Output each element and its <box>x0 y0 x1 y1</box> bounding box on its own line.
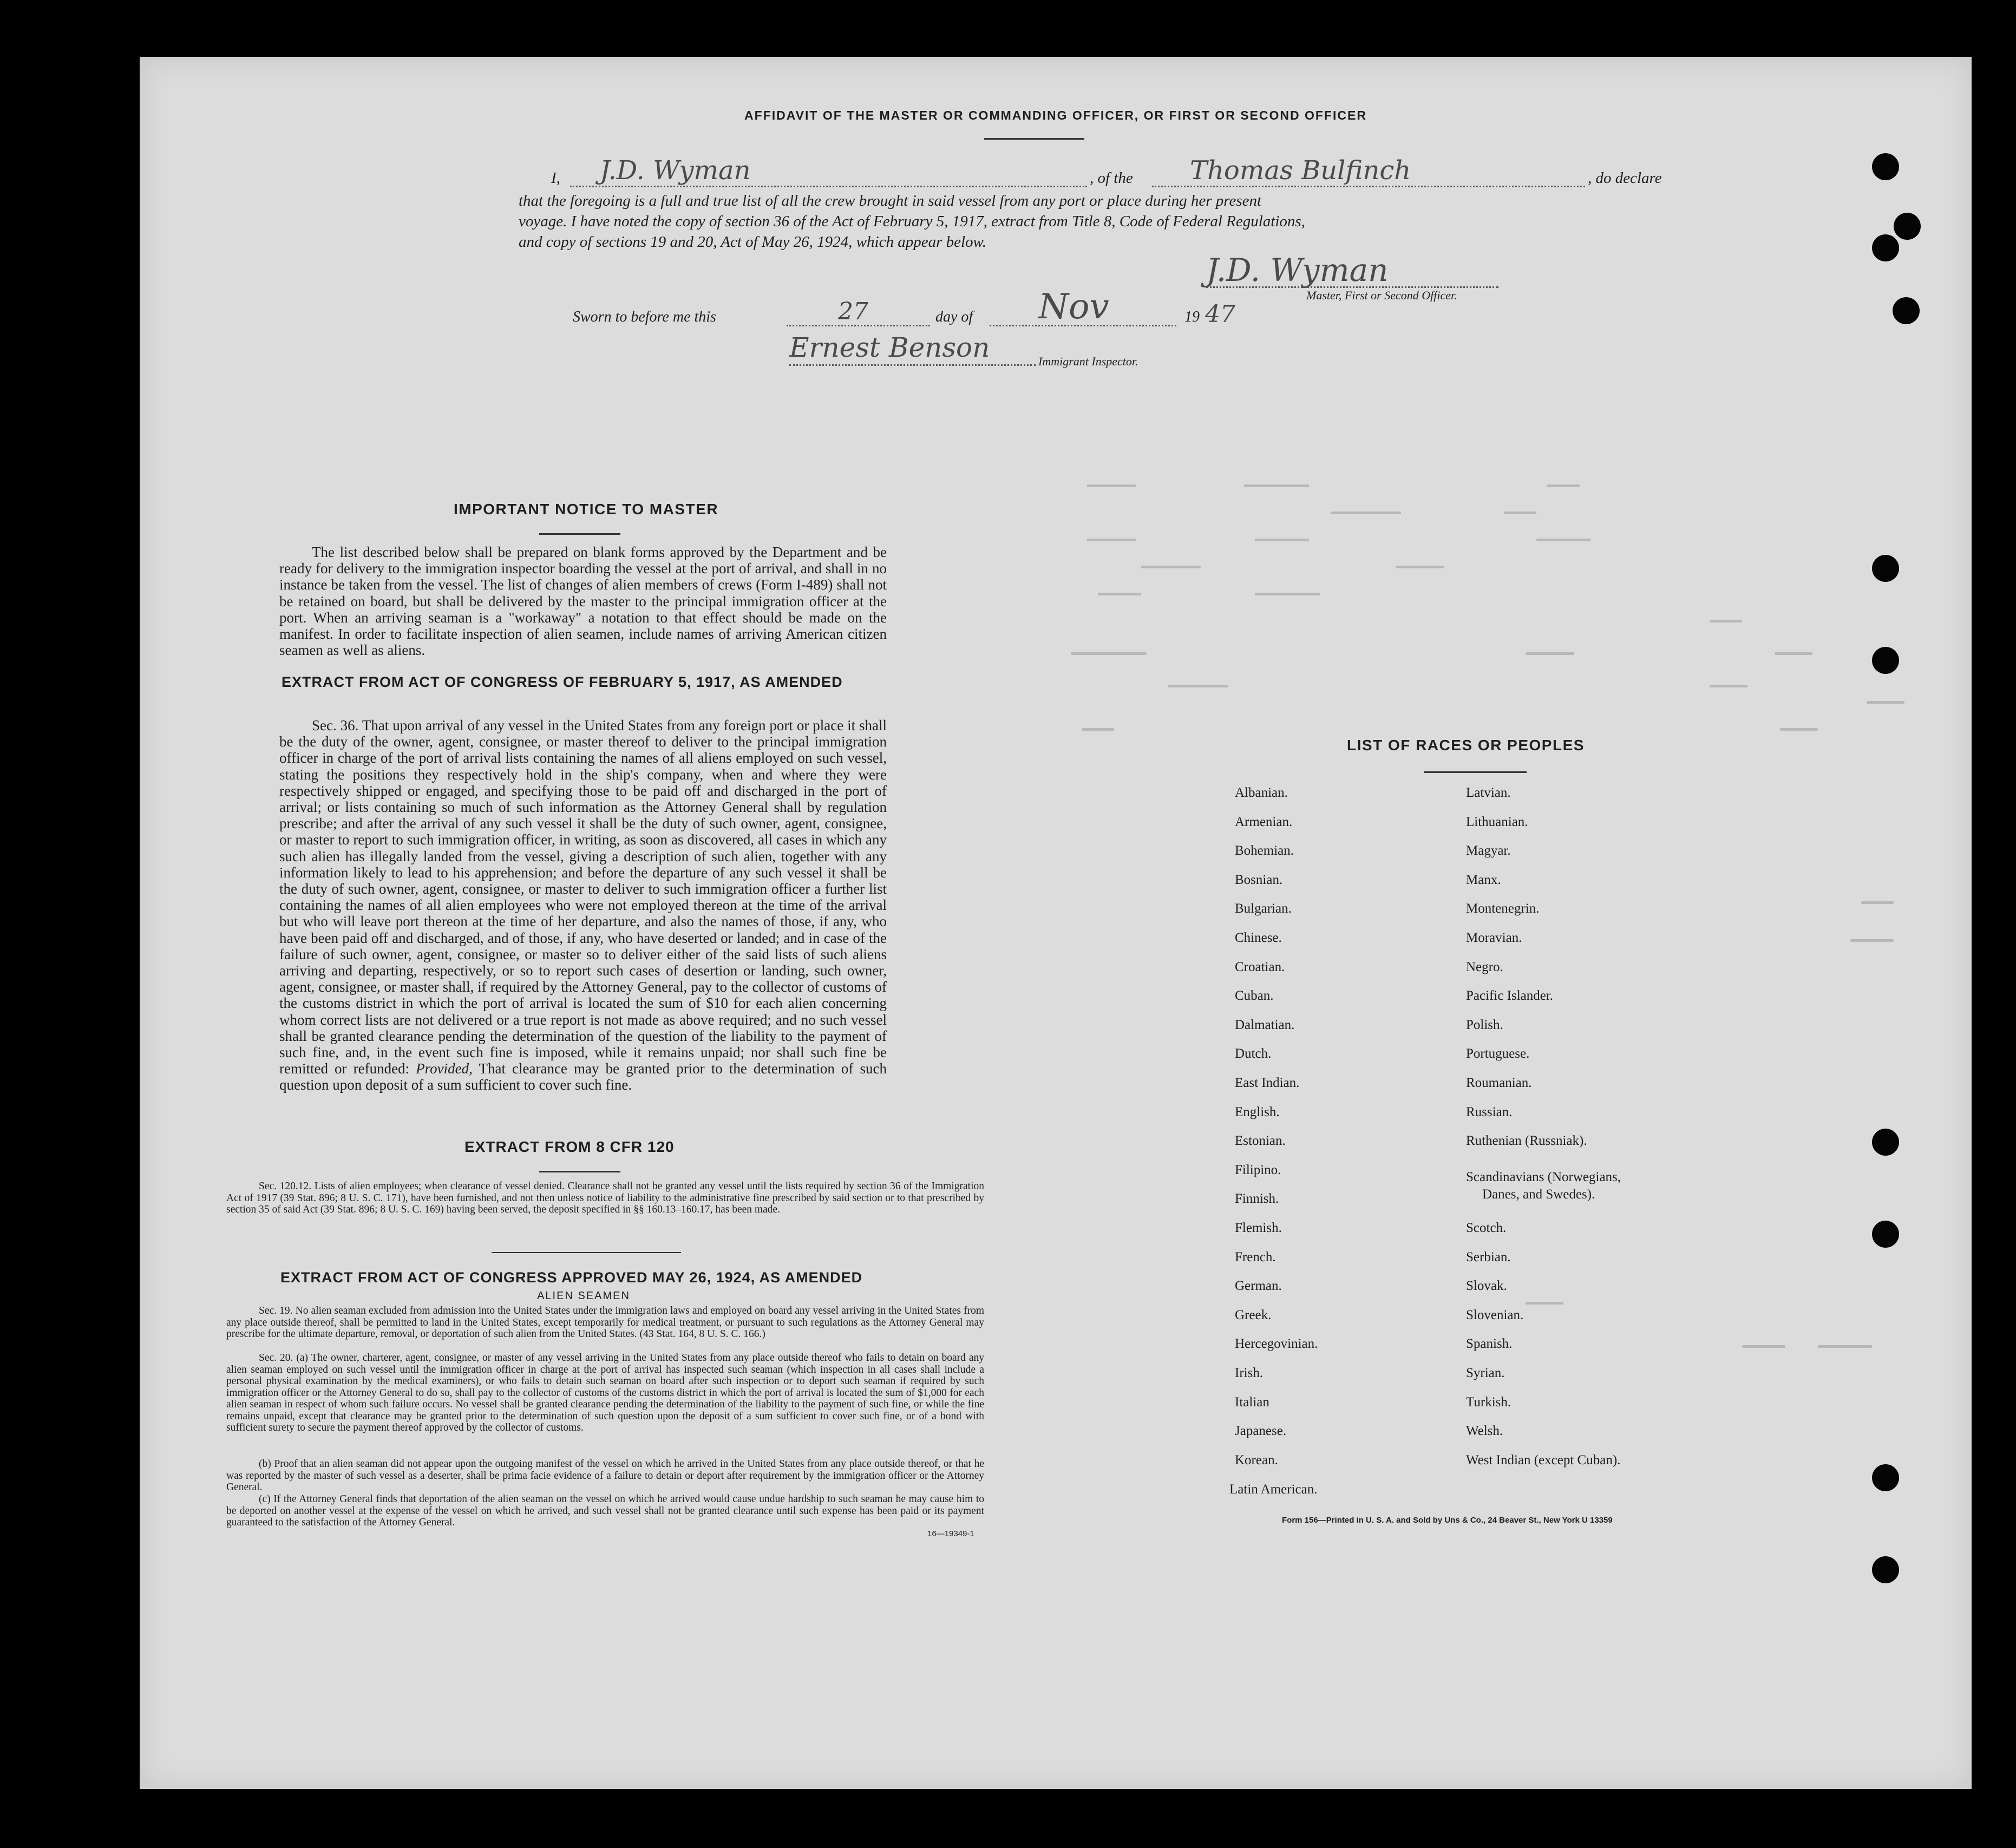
race-item: Estonian. <box>1235 1133 1286 1148</box>
sec-36-text: That upon arrival of any vessel in the United States from any foreign port or place it shall be the duty of the owner, agent, consignee, or master thereof to deliver to the principal immigration officer in charge of the port of arrival lists containing the names of all aliens employed on such vessel, stating the positions they respectively hold in the ship's company, when and where they were respectively shipped or engaged, and specifying those to be paid off and discharged in the port of arrival; or lists containing so much of such information as the Attorney General shall by regulation prescribe; and after the arrival of any such vessel it shall be the duty of such owner, agent, consignee, or master to report to such immigration officer, in writing, as soon as discovered, all cases in which any such alien has illegally landed from the vessel, giving a description of such alien, together with any information likely to lead to his apprehension; and before the departure of any such vessel it shall be the duty of such owner, agent, consignee, or master to deliver to such immigration officer a further list containing the names of all alien employees who were not employed thereon at the time of the arrival but who will leave port thereon at the time of her departure, and also the names of those, if any, who have been paid off and discharged, and of those, if any, who have deserted or landed; and in case of the failure of such owner, agent, consignee, or master so to deliver either of the said lists of such aliens arriving and departing, respectively, or so to report such cases of desertion or landing, such owner, agent, consignee, or master shall, if required by the Attorney General, pay to the collector of customs of the customs district in which the port of arrival is located the sum of $10 for each alien concerning whom correct lists are not delivered or a true report is not made as above required; and no such vessel shall be granted clearance pending the determination of the question of the liability to the payment of such fine, and, in the event such fine is imposed, while it remains unpaid; nor shall such fine be remitted or refunded: <box>279 717 887 1077</box>
race-item: Scandinavians (Norwegians, <box>1466 1170 1621 1184</box>
sec-120-label: Sec. 120.12. <box>259 1181 312 1192</box>
sworn-month: Nov <box>1038 287 1109 327</box>
bleed-mark <box>1850 939 1894 942</box>
race-item: Italian <box>1235 1395 1269 1410</box>
print-code: 16—19349-1 <box>927 1529 974 1538</box>
binder-hole <box>1872 1221 1899 1248</box>
year-prefix: 19 <box>1184 309 1200 325</box>
bleed-mark <box>1867 701 1904 704</box>
declarant-signature: J.D. Wyman <box>600 155 751 186</box>
races-title: LIST OF RACES OR PEOPLES <box>1347 737 1585 753</box>
inspector-signature: Ernest Benson <box>789 332 990 363</box>
extract-1924-title: EXTRACT FROM ACT OF CONGRESS APPROVED MAY 26, 1924, AS AMENDED <box>280 1269 863 1286</box>
bleed-mark <box>1536 539 1590 541</box>
race-item: Hercegovinian. <box>1235 1336 1318 1351</box>
race-item: Filipino. <box>1235 1163 1281 1177</box>
alien-seamen-subtitle: ALIEN SEAMEN <box>537 1290 630 1302</box>
bleed-mark <box>1087 539 1136 541</box>
bleed-mark <box>1818 1345 1872 1348</box>
race-item: Russian. <box>1466 1105 1513 1119</box>
notice-text: The list described below shall be prepared on blank forms approved by the Department and be ready for delivery to the immigration inspector boarding the vessel at the port of arrival, and shall in no instance be taken from the vessel. The list of changes of alien members of crews (Form I-489) shall not be retained on board, but shall be delivered by the master to the principal immigration officer at the port. When an arriving seaman is a "workaway" a notation to that effect should be made on the manifest. In order to facilitate inspection of alien seamen, include names of arriving American citizen seamen as well as aliens. <box>279 544 887 659</box>
race-item: Manx. <box>1466 873 1501 887</box>
bleed-mark <box>1780 728 1818 731</box>
title-divider <box>984 138 1084 140</box>
race-item: Irish. <box>1235 1366 1264 1380</box>
binder-hole <box>1894 213 1921 240</box>
race-item: English. <box>1235 1105 1280 1119</box>
year-suffix: 47 <box>1205 300 1235 328</box>
of-the-label: , of the <box>1090 169 1133 187</box>
race-item: Armenian. <box>1235 815 1293 829</box>
race-item: Syrian. <box>1466 1366 1505 1380</box>
bleed-mark <box>1255 593 1320 595</box>
binder-hole <box>1872 647 1899 674</box>
race-item: Roumanian. <box>1466 1076 1532 1090</box>
provided-label: Provided, <box>416 1060 473 1077</box>
declarant-prefix: I, <box>551 169 560 187</box>
race-item: Welsh. <box>1466 1424 1503 1438</box>
race-item: West Indian (except Cuban). <box>1466 1453 1621 1467</box>
race-item: Greek. <box>1235 1308 1272 1322</box>
binder-hole <box>1872 234 1899 261</box>
affidavit-title: AFFIDAVIT OF THE MASTER OR COMMANDING OFFICER, OR FIRST OR SECOND OFFICER <box>744 108 1367 122</box>
document-sheet <box>140 57 1972 1789</box>
sec-20-label: Sec. 20. <box>259 1352 293 1364</box>
binder-hole <box>1893 297 1920 324</box>
bleed-mark <box>1504 512 1536 514</box>
bleed-mark <box>1526 652 1574 655</box>
races-divider <box>1424 771 1527 773</box>
master-caption: Master, First or Second Officer. <box>1306 289 1457 302</box>
race-item: German. <box>1235 1279 1282 1293</box>
race-item: Ruthenian (Russniak). <box>1466 1133 1587 1148</box>
master-signature: J.D. Wyman <box>1206 252 1389 289</box>
sec-36-label: Sec. 36. <box>312 717 359 733</box>
race-item: Moravian. <box>1466 930 1522 945</box>
race-item: Japanese. <box>1235 1424 1287 1438</box>
bleed-mark <box>1098 593 1141 595</box>
cfr-divider <box>539 1171 620 1172</box>
race-item: Spanish. <box>1466 1336 1513 1351</box>
binder-hole <box>1872 555 1899 582</box>
cfr-title: EXTRACT FROM 8 CFR 120 <box>464 1138 675 1155</box>
day-of-label: day of <box>935 309 973 325</box>
race-item: Dutch. <box>1235 1046 1272 1061</box>
race-item: East Indian. <box>1235 1076 1300 1090</box>
affidavit-line-3: voyage. I have noted the copy of section 36 of the Act of February 5, 1917, extract from Title 8, Code of Federal Regulations, <box>519 213 1305 230</box>
sec-20c-text: (c) If the Attorney General finds that deportation of the alien seaman on the vessel on which he arrived would cause undue hardship to such seaman he may cause him to be deported on another vessel at the expense of the vessel on which he arrived, and such vessel shall not be granted clearance until such expense has been paid or its payment guaranteed to the satisfaction of the Attorney General. <box>226 1493 984 1528</box>
race-item: Dalmatian. <box>1235 1018 1295 1032</box>
bleed-mark <box>1710 685 1747 687</box>
master-signature-line <box>1206 286 1498 288</box>
binder-hole <box>1872 1129 1899 1156</box>
race-item: Portuguese. <box>1466 1046 1530 1061</box>
bleed-mark <box>1087 484 1136 487</box>
race-item: Slovenian. <box>1466 1308 1524 1322</box>
binder-hole <box>1872 1556 1899 1583</box>
race-item: Cuban. <box>1235 988 1274 1003</box>
do-declare-label: , do declare <box>1588 169 1662 187</box>
race-item: Finnish. <box>1235 1191 1279 1206</box>
race-item: Serbian. <box>1466 1250 1511 1264</box>
race-item: Danes, and Swedes). <box>1482 1187 1595 1202</box>
race-item: Negro. <box>1466 960 1503 974</box>
race-item: Korean. <box>1235 1453 1278 1467</box>
bleed-mark <box>1071 652 1147 655</box>
bleed-mark <box>1141 566 1201 568</box>
race-item: Albanian. <box>1235 785 1288 800</box>
bleed-mark <box>1255 539 1309 541</box>
race-item: Croatian. <box>1235 960 1285 974</box>
bleed-mark <box>1742 1345 1785 1348</box>
bleed-mark <box>1710 620 1742 622</box>
bleed-mark <box>1244 484 1309 487</box>
vessel-name: Thomas Bulfinch <box>1190 155 1411 186</box>
bleed-mark <box>1526 1302 1563 1305</box>
extract-1917-text <box>279 717 887 1093</box>
binder-hole <box>1872 153 1899 180</box>
bleed-mark <box>1082 728 1114 731</box>
inspector-line <box>789 364 1036 366</box>
race-item: Pacific Islander. <box>1466 988 1554 1003</box>
notice-title: IMPORTANT NOTICE TO MASTER <box>454 501 719 517</box>
bleed-mark <box>1861 901 1894 904</box>
race-item: Turkish. <box>1466 1395 1511 1410</box>
bleed-mark <box>1547 484 1580 487</box>
race-item: Montenegrin. <box>1466 901 1540 916</box>
race-item: Flemish. <box>1235 1221 1282 1235</box>
affidavit-line-4: and copy of sections 19 and 20, Act of May 26, 1924, which appear below. <box>519 233 986 251</box>
race-item: Slovak. <box>1466 1279 1507 1293</box>
binder-hole <box>1872 1464 1899 1491</box>
race-item: Chinese. <box>1235 930 1282 945</box>
form-footer: Form 156—Printed in U. S. A. and Sold by Uns & Co., 24 Beaver St., New York U 13359 <box>1282 1516 1613 1525</box>
sec-120-text: Lists of alien employees; when clearance of vessel denied. Clearance shall not be granted any vessel until the lists required by section 36 of the Immigration Act of 1917 (39 Stat. 896; 8 U. S. C. 171), have been furnished, and not then unless notice of liability to the administrative fine prescribed by said section or to that prescribed by section 35 of said Act (39 Stat. 896; 8 U. S. C. 169) having been served, the deposit specified in §§ 160.13–160.17, has been made. <box>226 1181 984 1215</box>
sworn-day: 27 <box>838 298 868 325</box>
notice-divider <box>539 533 620 535</box>
bleed-mark <box>1775 652 1812 655</box>
race-item: Bosnian. <box>1235 873 1283 887</box>
race-item: Polish. <box>1466 1018 1503 1032</box>
race-item: Scotch. <box>1466 1221 1507 1235</box>
sec-20b-text: (b) Proof that an alien seaman did not appear upon the outgoing manifest of the vessel on which he arrived in the United States from any place outside thereof, or that he was reported by the master of such vessel as a deserter, shall be prima facie evidence of a failure to detain or deport after requirement by the immigration officer or the Attorney General. <box>226 1458 984 1493</box>
sec-19-text <box>226 1305 984 1340</box>
cfr-text <box>226 1181 984 1216</box>
race-item: Bulgarian. <box>1235 901 1292 916</box>
sec-20a-text <box>226 1352 984 1434</box>
vessel-line <box>1152 186 1585 187</box>
race-item: Magyar. <box>1466 843 1511 858</box>
race-item: French. <box>1235 1250 1276 1264</box>
sworn-label: Sworn to before me this <box>573 309 716 325</box>
bleed-mark <box>1331 512 1401 514</box>
affidavit-line-2: that the foregoing is a full and true list of all the crew brought in said vessel from any port or place during her present <box>519 192 1262 209</box>
race-item: Latvian. <box>1466 785 1511 800</box>
sec-19-label: Sec. 19. <box>259 1305 293 1316</box>
sec-20a-body: (a) The owner, charterer, agent, consignee, or master of any vessel arriving in the United States from any place outside thereof who fails to detain on board any alien seaman employed on such vessel until the immigration officer in charge at the port of arrival has inspected such seaman (which inspection in all cases shall include a personal physical examination by the medical examiners), or who fails to detain such seaman on board after such inspection or to deport such seaman if required by such immigration officer or the Attorney General to do so, shall pay to the collector of customs of the customs district in which the port of arrival is located the sum of $1,000 for each alien seaman in respect of whom such failure occurs. No vessel shall be granted clearance pending the determination of the liability to the payment of such fine, or while the fine remains unpaid, except that clearance may be granted prior to the determination of such question upon the deposit of a sum sufficient to cover such fine, or of a bond with sufficient surety to secure the payment thereof approved by the collector of customs. <box>226 1352 984 1433</box>
section-divider <box>492 1252 681 1253</box>
inspector-caption: Immigrant Inspector. <box>1038 355 1138 368</box>
race-item: Bohemian. <box>1235 843 1294 858</box>
sec-36-text-end: That clearance may be granted prior to the determination of such question upon deposit of a sum sufficient to cover such fine. <box>279 1060 887 1093</box>
race-item: Lithuanian. <box>1466 815 1528 829</box>
bleed-mark <box>1168 685 1228 687</box>
race-item: Latin American. <box>1229 1482 1318 1497</box>
bleed-mark <box>1396 566 1444 568</box>
declarant-line <box>570 186 1087 187</box>
extract-1917-title: EXTRACT FROM ACT OF CONGRESS OF FEBRUARY 5, 1917, AS AMENDED <box>282 674 843 690</box>
sec-19-body: No alien seaman excluded from admission into the United States under the immigration laws and employed on board any vessel arriving in the United States from any place outside thereof, shall be permitted to land in the United States, except temporarily for medical treatment, or pursuant to such regulations as the Attorney General may prescribe for the ultimate departure, removal, or deportation of such alien from the United States. (43 Stat. 164, 8 U. S. C. 166.) <box>226 1305 985 1340</box>
